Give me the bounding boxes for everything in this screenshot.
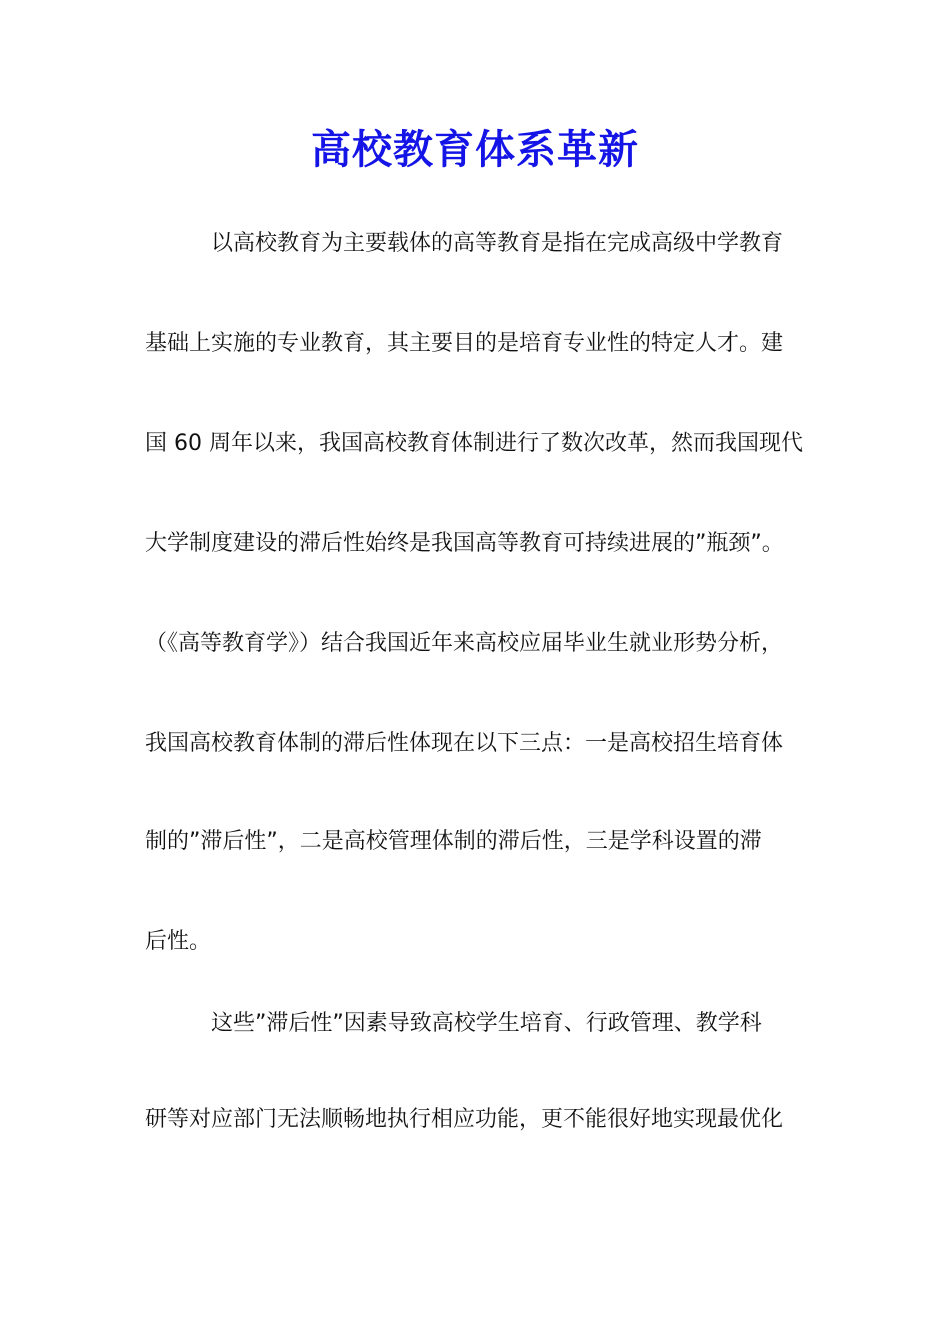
paragraph-line: 这些”滞后性”因素导致高校学生培育、行政管理、教学科	[145, 1011, 762, 1036]
paragraph-line: 国 60 周年以来，我国高校教育体制进行了数次改革，然而我国现代	[145, 431, 803, 456]
paragraph-line: 后性。	[145, 929, 212, 954]
document-title: 高校教育体系革新	[311, 126, 639, 173]
paragraph-line: （《高等教育学》）结合我国近年来高校应届毕业生就业形势分析，	[145, 631, 784, 656]
paragraph-line: 我国高校教育体制的滞后性体现在以下三点：一是高校招生培育体	[145, 731, 784, 756]
paragraph-line: 研等对应部门无法顺畅地执行相应功能，更不能很好地实现最优化	[145, 1107, 784, 1132]
paragraph-line: 基础上实施的专业教育，其主要目的是培育专业性的特定人才。建	[145, 331, 784, 356]
paragraph-line: 以高校教育为主要载体的高等教育是指在完成高级中学教育	[145, 231, 784, 256]
paragraph-line: 制的”滞后性”，二是高校管理体制的滞后性，三是学科设置的滞	[145, 829, 762, 854]
paragraph-line: 大学制度建设的滞后性始终是我国高等教育可持续进展的”瓶颈”。	[145, 531, 784, 556]
